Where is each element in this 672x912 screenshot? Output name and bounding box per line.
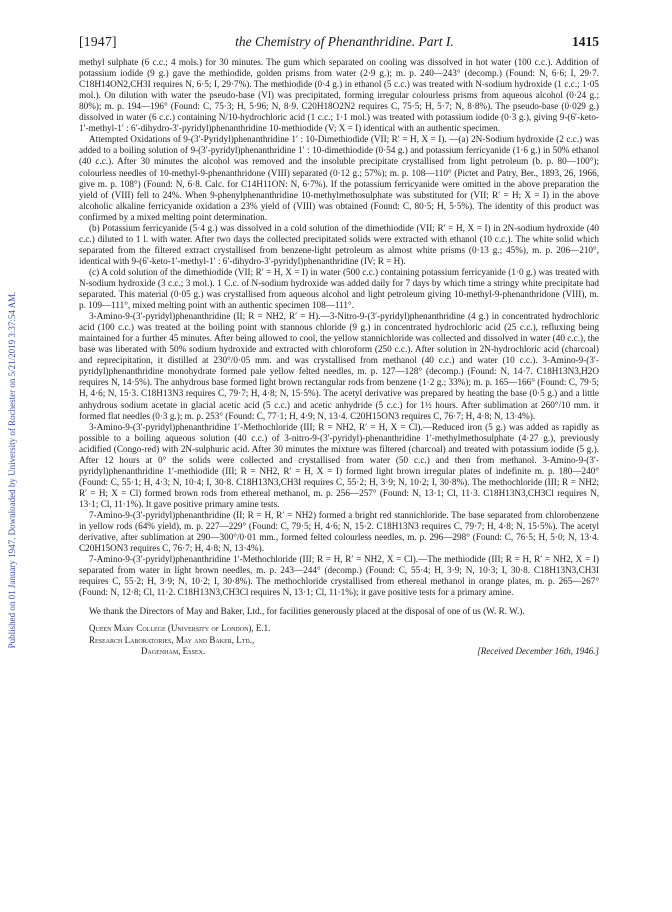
address-line-1: Queen Mary College (University of London), E.1. xyxy=(89,623,271,634)
article-body xyxy=(79,57,599,598)
publication-sidebar xyxy=(2,250,22,690)
paragraph-oxidation-b: (b) Potassium ferricyanide (5·4 g.) was dissolved in a cold solution of the dimethiodide (VII; R′ = H, X = I) in 2N-sodium hydroxide (40 c.c.) diluted to 1 l. with water. After two days the collected precipitated solids were extracted with ethanol (10 c.c.). The white solid which separated from the filtered extract crystallised from benzene-light petroleum as almost white prisms (0·13 g.; 45%), m. p. 206—210°, identical with 9-(6′-keto-1′-methyl-1′ : 6′-dihydro-3′-pyridyl)phenanthridine (IV; R = H). xyxy=(79,222,599,266)
paragraph-7-amino-methochloride: 7-Amino-9-(3′-pyridyl)phenanthridine 1′-Methochloride (III; R = H, R′ = NH2, X = Cl).—The methiodide (III; R = H, R′ = NH2, X = I) separated from water in light brown needles, m. p. 243—244° (decomp.) (Found: C, 55·4; H, 3·9; N, 10·3; I, 30·8. C18H13N3,CH3I requires C, 55·2; H, 3·9; N, 10·2; I, 30·8%). The methochloride crystallised from ethereal methanol in orange plates, m. p. 265—267° (Found: N, 12·8; Cl, 11·2. C18H13N3,CH3Cl requires N, 13·1; Cl, 11·1%); it gave positive tests for a primary amine. xyxy=(79,554,599,598)
address-row xyxy=(79,646,599,658)
paragraph-oxidation-c: (c) A cold solution of the dimethiodide (VII; R′ = H, X = I) in water (500 c.c.) containing potassium ferricyanide (1·0 g.) was treated with N-sodium hydroxide (3 c.c.; 3 mol.). 1 C.c. of N-sodium hydroxide was added daily for 7 days by which time a stringy white precipitate had separated. This material (0·05 g.) was crystallised from aqueous alcohol and light petroleum giving 10-methyl-9-phenanthridone (VIII), m. p. 109—111°, mixed melting point with an authentic specimen 108—111°. xyxy=(79,266,599,311)
paragraph-methiodide: methyl sulphate (6 c.c.; 4 mols.) for 30 minutes. The gum which separated on cooling was dissolved in hot water (100 c.c.). Addition of potassium iodide (9 g.) gave the methiodide, golden prisms from water (2·9 g.); m. p. 240—243° (decomp.) (Found: N, 6·6; I, 29·7. C18H14ON2,CH3I requires N, 6·5; I, 29·7%). The methiodide (0·4 g.) in ethanol (5 c.c.) was treated with N-sodium hydroxide (1 c.c.; 1·05 mol.). On dilution with water the pseudo-base (VI) was precipitated, forming irregular colourless prisms from aqueous alcohol (0·24 g.; 80%); m. p. 194—196° (Found: C, 75·3; H, 5·96; N, 8·9. C20H18O2N2 requires C, 75·5; H, 5·7; N, 8·8%). The pseudo-base (0·029 g.) dissolved in water (6 c.c.) containing N/10-hydrochloric acid (1 c.c.; 1·1 mol.) was treated with potassium iodide (0·3 g.), giving 9-(6′-keto-1′-methyl-1′ : 6′-dihydro-3′-pyridyl)phenanthridine 10-methiodide (V; X = I) identical with an authentic specimen. xyxy=(79,57,599,134)
header-year: [1947] xyxy=(79,34,117,49)
paragraph-oxidation-a: Attempted Oxidations of 9-(3′-Pyridyl)phenanthridine 1′ : 10-Dimethiodide (VII; R′ = H, X = I). —(a) 2N-Sodium hydroxide (2 c.c.) was added to a boiling solution of 9-(3′-pyridyl)phenanthridine 1′ : 10-dimethiodide (0·54 g.) and potassium ferricyanide (1·6 g.) in 50% ethanol (40 c.c.). After 30 minutes the alcohol was removed and the insoluble precipitate crystallised from light petroleum (b. p. 80—100°); colourless needles of 10-methyl-9-phenanthridone (VIII) separated (0·12 g.; 57%); m. p. 108—110° (Pictet and Patry, Ber., 1893, 26, 1966, give m. p. 108°) (Found: N, 6·8. Calc. for C14H11ON: N, 6·7%). If the potassium ferricyanide were omitted in the above preparation the yield of (VIII) fell to 24%. When 9-phenylphenanthridine 10-methylmethosulphate was substituted for (VII; R′ = H; X = I) in the above alcoholic alkaline ferricyanide oxidation a 23% yield of (VIII) was obtained (Found: C, 80·5; H, 5·5%). The identity of this product was confirmed by a mixed melting point determination. xyxy=(79,134,599,222)
paragraph-3-amino: 3-Amino-9-(3′-pyridyl)phenanthridine (II; R = NH2, R′ = H).—3-Nitro-9-(3′-pyridyl)phenanthridine (4 g.) in concentrated hydrochloric acid (100 c.c.) was treated at the boiling point with stannous chloride (9 g.) in concentrated hydrochloric acid (25 c.c.), refluxing being maintained for a further 45 minutes. After being allowed to cool, the yellow stannichloride was collected and dissolved in water (40 c.c.), the base was liberated with 50% sodium hydroxide and extracted with chloroform (250 c.c.). After solution in 2N-hydrochloric acid (charcoal) and reprecipitation, it distilled at 230°/0·05 mm. and was crystallised from methanol (40 c.c.) and water (10 c.c.). 3-Amino-9-(3′-pyridyl)phenanthridine monohydrate formed pale yellow felted needles, m. p. 127—128° (decomp.) (Found: N, 14·7. C18H13N3,H2O requires N, 14·5%). The anhydrous base formed light brown rectangular rods from benzene (1·2 g.; 33%); m. p. 165—166° (Found: C, 79·5; H, 4·6; N, 15·3. C18H13N3 requires C, 79·7; H, 4·8; N, 15·5%). The acetyl derivative was prepared by heating the base (0·5 g.) and a little anhydrous sodium acetate in glacial acetic acid (5 c.c.) and acetic anhydride (5 c.c.) for 1½ hours. After sublimation at 260°/10 mm. it formed flat needles (0·3 g.); m. p. 253° (Found: C, 77·1; H, 4·9; N, 13·4. C20H15ON3 requires C, 76·7; H, 4·8; N, 13·4%). xyxy=(79,311,599,421)
article-page xyxy=(79,36,599,658)
author-address xyxy=(79,623,599,658)
paragraph-7-amino: 7-Amino-9-(3′-pyridyl)phenanthridine (II; R = H, R′ = NH2) formed a bright red stannichloride. The base separated from chlorobenzene in yellow rods (64% yield), m. p. 227—229° (Found: C, 79·5; H, 4·6; N, 15·2. C18H13N3 requires C, 79·7; H, 4·8; N, 15·5%). The acetyl derivative, after sublimation at 290—300°/0·01 mm., formed felted colourless needles, m. p. 296—298° (Found: C, 76·5; H, 5·0; N, 13·4. C20H15ON3 requires C, 76·7; H, 4·8; N, 13·4%). xyxy=(79,509,599,554)
address-line-2: Research Laboratories, May and Baker, Ltd., xyxy=(89,634,255,645)
acknowledgement: We thank the Directors of May and Baker, Ltd., for facilities generously placed at the disposal of one of us (W. R. W.). xyxy=(89,606,525,617)
page-number: 1415 xyxy=(572,34,599,49)
running-title: the Chemistry of Phenanthridine. Part I. xyxy=(235,34,454,49)
page-header xyxy=(79,36,599,47)
address-line-3: Dagenham, Essex. xyxy=(141,646,206,657)
paragraph-3-amino-methochloride: 3-Amino-9-(3′-pyridyl)phenanthridine 1′-Methochloride (III; R = NH2, R′ = H, X = Cl).—Reduced iron (5 g.) was added as rapidly as possible to a boiling aqueous solution (40 c.c.) of 3-nitro-9-(3′-pyridyl)-phenanthridine 1′-methylmethosulphate (4·27 g.), previously acidified (Congo-red) with 2N-sulphuric acid. After 30 minutes the mixture was filtered (charcoal) and treated with potassium iodide (5 g.). After 12 hours at 0° the solids were collected and crystallised from water (50 c.c.) and then from methanol. 3-Amino-9-(3′-pyridyl)phenanthridine 1′-methiodide (III; R = NH2, R′ = H, X = I) formed light brown irregular plates of indefinite m. p. 180—240° (Found: C, 55·1; H, 4·3; N, 10·4; I, 30·8. C18H13N3,CH3I requires C, 55·2; H, 3·9; N, 10·2; I, 30·8%). The methochloride (III; R = NH2; R′ = H; X = Cl) formed brown rods from ethereal methanol, m. p. 256—257° (Found: N, 13·1; Cl, 11·3. C18H13N3,CH3Cl requires N, 13·1; Cl, 11·1%). It gave positive primary amine tests. xyxy=(79,421,599,509)
received-date: [Received December 16th, 1946.] xyxy=(477,646,599,657)
download-notice: Published on 01 January 1947. Downloaded by University of Rochester on 5/21/2019 3:37:54 AM. xyxy=(7,291,17,649)
